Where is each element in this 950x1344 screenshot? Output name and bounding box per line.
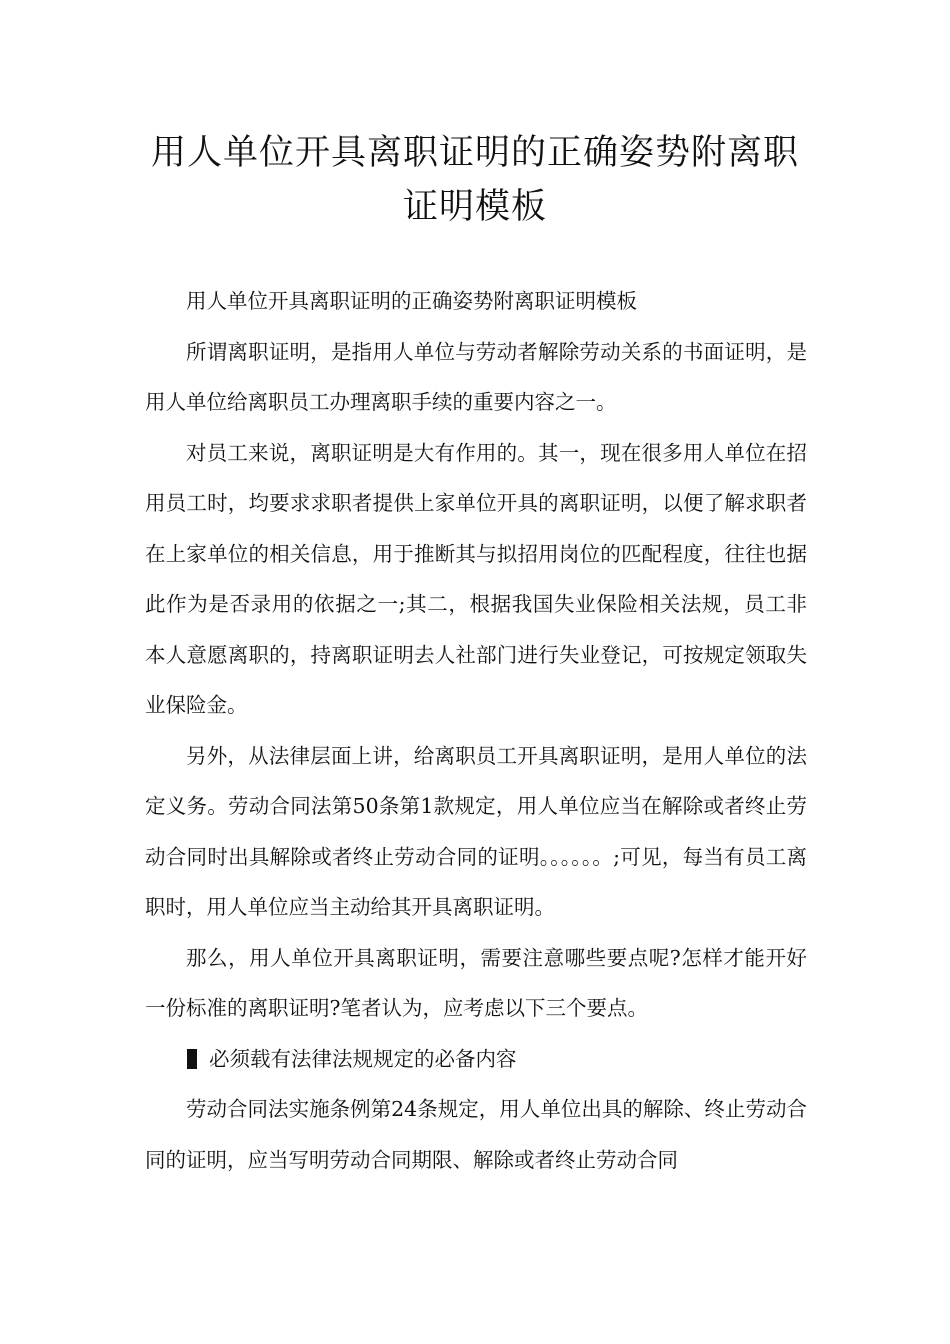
paragraph-6: 劳动合同法实施条例第24条规定，用人单位出具的解除、终止劳动合同的证明，应当写明劳动合同期限、解除或者终止劳动合同 [145, 1097, 807, 1172]
square-bullet-icon [187, 1049, 197, 1069]
document-body [145, 276, 807, 1185]
paragraph-5: 那么，用人单位开具离职证明，需要注意哪些要点呢?怎样才能开好一份标准的离职证明?笔者认为，应考虑以下三个要点。 [145, 945, 807, 1020]
section-heading-text: 必须载有法律法规规定的必备内容 [209, 1046, 517, 1071]
paragraph-2: 所谓离职证明，是指用人单位与劳动者解除劳动关系的书面证明，是用人单位给离职员工办理离职手续的重要内容之一。 [145, 339, 807, 414]
section-heading [145, 1034, 807, 1085]
document-title: 用人单位开具离职证明的正确姿势附离职证明模板 [150, 133, 799, 227]
paragraph-1: 用人单位开具离职证明的正确姿势附离职证明模板 [186, 289, 637, 313]
paragraph-4: 另外，从法律层面上讲，给离职员工开具离职证明，是用人单位的法定义务。劳动合同法第50条第1款规定，用人单位应当在解除或者终止劳动合同时出具解除或者终止劳动合同的证明。。。。。。;可见，每当有员工离职时，用人单位应当主动给其开具离职证明。 [145, 743, 807, 919]
paragraph-3: 对员工来说，离职证明是大有作用的。其一，现在很多用人单位在招用员工时，均要求求职者提供上家单位开具的离职证明，以便了解求职者在上家单位的相关信息，用于推断其与拟招用岗位的匹配程度，往往也据此作为是否录用的依据之一;其二，根据我国失业保险相关法规，员工非本人意愿离职的，持离职证明去人社部门进行失业登记，可按规定领取失业保险金。 [145, 440, 807, 717]
